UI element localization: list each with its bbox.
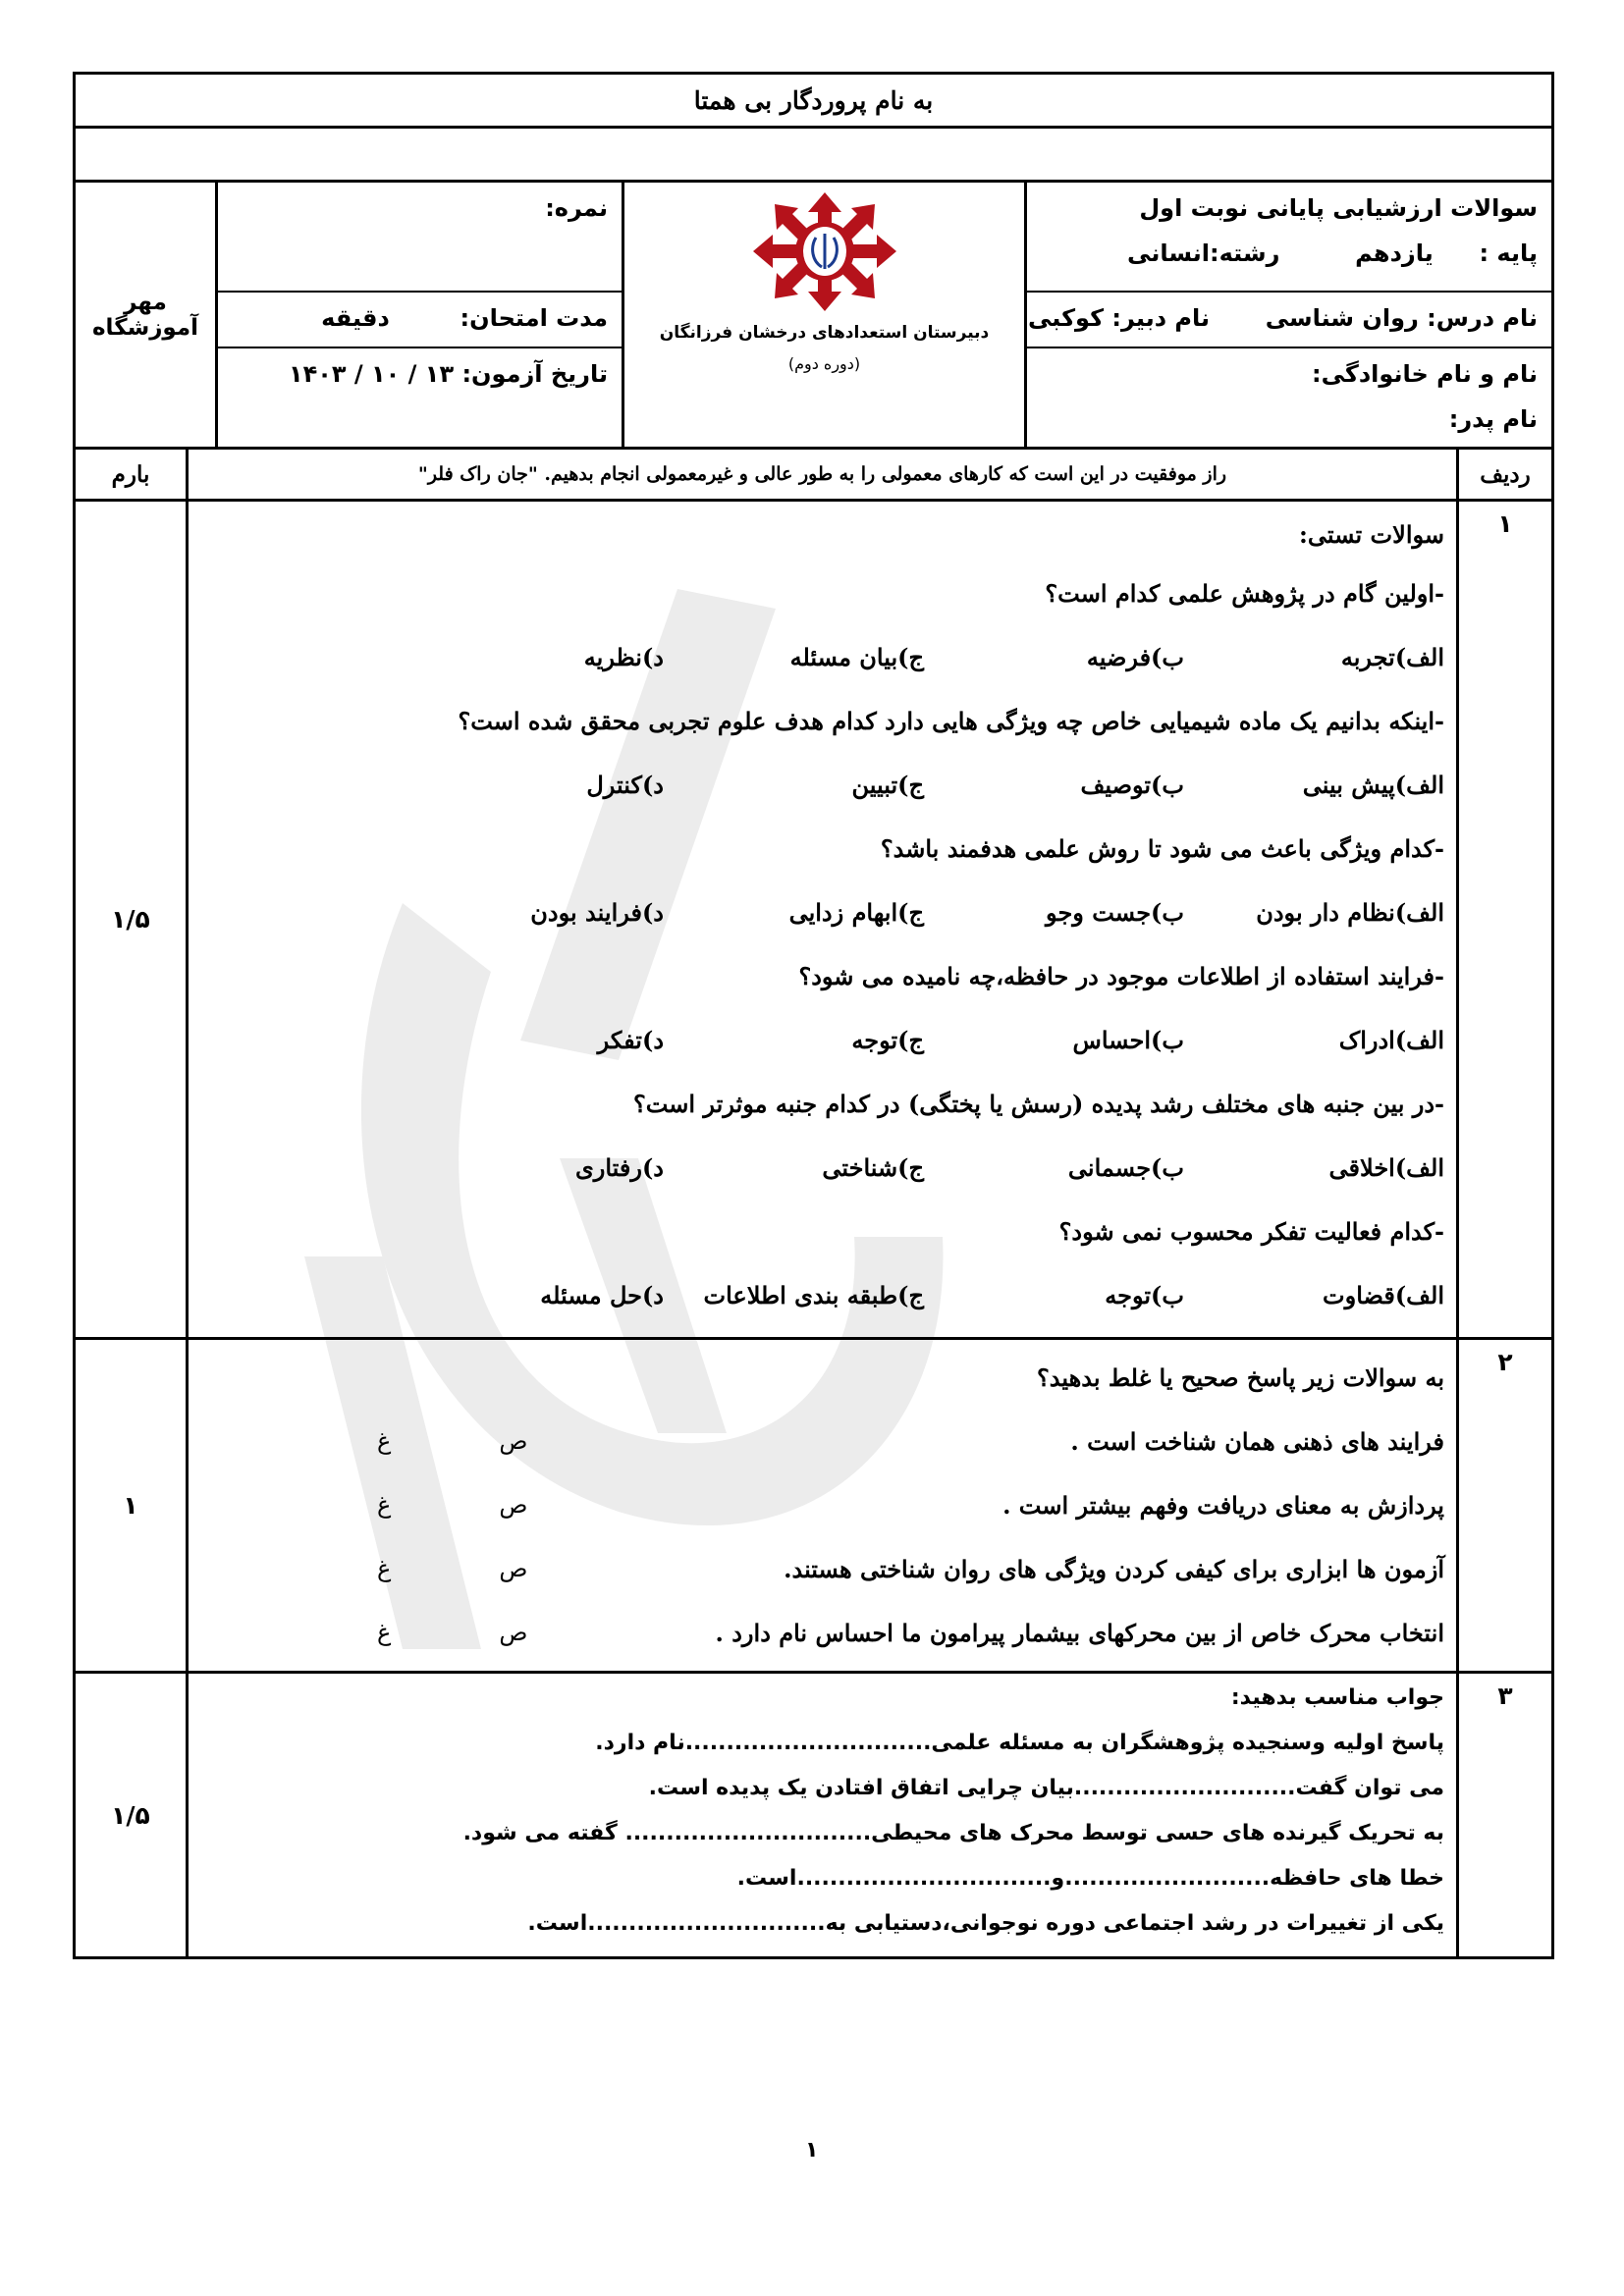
option-a[interactable]: الف)اخلاقی [1328, 1153, 1444, 1182]
question-heading: جواب مناسب بدهید: [1230, 1685, 1444, 1710]
option-c[interactable]: ج)تبیین [851, 771, 924, 799]
date-label: تاریخ آزمون: [461, 360, 608, 388]
question-content [188, 501, 1458, 1339]
row-column-header: ردیف [1458, 449, 1553, 501]
grade-value: یازدهم [1355, 240, 1434, 267]
field-value: رشته:انسانی [1127, 240, 1280, 267]
true-mark[interactable]: ص [499, 1619, 528, 1646]
question-heading: به سوالات زیر پاسخ صحیح یا غلط بدهید؟ [1037, 1363, 1444, 1392]
fill-blank-item[interactable]: پاسخ اولیه وسنجیده پژوهشگران به مسئله علمی..............................نام دارد. [595, 1731, 1444, 1755]
option-b[interactable]: ب)فرضیه [1086, 643, 1184, 671]
option-d[interactable]: د)نظریه [583, 643, 664, 671]
true-false-item [200, 1473, 1444, 1537]
option-d[interactable]: د)رفتاری [574, 1153, 664, 1182]
exam-info-cell [217, 182, 623, 449]
mcq-options [200, 753, 1444, 817]
statement: فرایند های ذهنی همان شناخت است . [1070, 1427, 1444, 1456]
statement: انتخاب محرک خاص از بین محرکهای بیشمار پیرامون ما احساس نام دارد . [715, 1619, 1444, 1647]
mcq-options [200, 625, 1444, 689]
option-d[interactable]: د)حل مسئله [540, 1281, 664, 1309]
option-a[interactable]: الف)قضاوت [1323, 1281, 1444, 1309]
teacher-name: نام دبیر: کوکبی [1028, 304, 1211, 332]
option-c[interactable]: ج)شناختی [822, 1153, 924, 1182]
score-column-header: بارم [75, 449, 188, 501]
mcq-options [200, 1263, 1444, 1327]
statement: آزمون ها ابزاری برای کیفی کردن ویژگی های روان شناختی هستند. [784, 1555, 1444, 1583]
statement: پردازش به معنای دریافت وفهم بیشتر است . [1002, 1491, 1444, 1520]
page-number: ۱ [805, 2138, 819, 2163]
mcq-question: -در بین جنبه های مختلف رشد پدیده (رسش یا پختگی) در کدام جنبه موثرتر است؟ [632, 1090, 1444, 1118]
false-mark[interactable]: غ [377, 1619, 392, 1646]
score-label: نمره: [545, 194, 608, 222]
date-value: ۱۳ / ۱۰ / ۱۴۰۳ [288, 360, 455, 388]
option-b[interactable]: ب)توصیف [1080, 771, 1184, 799]
option-b[interactable]: ب)احساس [1072, 1026, 1184, 1054]
blank-row [74, 128, 1552, 182]
option-d[interactable]: د)فرایند بودن [530, 898, 664, 927]
mcq-options [200, 1008, 1444, 1072]
school-name: دبیرستان استعدادهای درخشان فرزانگان [659, 323, 990, 343]
question-row-1 [75, 501, 1553, 1339]
course-teacher-line [1027, 293, 1551, 338]
question-content [188, 1339, 1458, 1673]
true-mark[interactable]: ص [499, 1555, 528, 1582]
true-mark[interactable]: ص [499, 1427, 528, 1455]
fill-blank-item[interactable]: می توان گفت...........................بیان چرایی اتفاق افتادن یک پدیده است. [648, 1776, 1444, 1800]
duration-unit: دقیقه [321, 304, 390, 332]
false-mark[interactable]: غ [377, 1491, 392, 1519]
course-name: نام درس: روان شناسی [1265, 304, 1538, 332]
mcq-question: -اولین گام در پژوهش علمی کدام است؟ [1045, 579, 1444, 608]
school-logo-icon [751, 190, 898, 313]
false-mark[interactable]: غ [377, 1427, 392, 1455]
option-d[interactable]: د)تفکر [597, 1026, 664, 1054]
option-b[interactable]: ب)جسمانی [1067, 1153, 1184, 1182]
option-a[interactable]: الف)پیش بینی [1302, 771, 1444, 799]
school-logo-cell [623, 182, 1026, 449]
date-line [218, 348, 622, 394]
option-a[interactable]: الف)تجربه [1340, 643, 1444, 671]
option-c[interactable]: ج)بیان مسئله [789, 643, 924, 671]
fill-blank-item[interactable]: یکی از تغییرات در رشد اجتماعی دوره نوجوانی،دستیابی به.............................است. [527, 1911, 1444, 1936]
mcq-question: -کدام ویژگی باعث می شود تا روش علمی هدفمند باشد؟ [880, 834, 1444, 863]
exam-title: سوالات ارزشیابی پایانی نوبت اول [1139, 194, 1538, 222]
mcq-options [200, 1136, 1444, 1200]
option-c[interactable]: ج)توجه [851, 1026, 924, 1054]
question-number: ۲ [1458, 1339, 1553, 1673]
question-number: ۱ [1458, 501, 1553, 1339]
option-b[interactable]: ب)توجه [1105, 1281, 1184, 1309]
school-stamp-cell: مهر آموزشگاه [74, 182, 216, 449]
header-table [73, 72, 1554, 450]
motivational-quote: راز موفقیت در این است که کارهای معمولی را به طور عالی و غیرمعمولی انجام بدهیم. "جان راک فلر" [188, 449, 1458, 501]
fill-blank-item[interactable]: خطا های حافظه.........................و...............................است. [736, 1866, 1444, 1891]
page-title: به نام پروردگار بی همتا [74, 74, 1552, 128]
true-false-item [200, 1410, 1444, 1473]
mcq-question: -کدام فعالیت تفکر محسوب نمی شود؟ [1058, 1217, 1444, 1246]
mcq-question: -فرایند استفاده از اطلاعات موجود در حافظه،چه نامیده می شود؟ [798, 962, 1444, 990]
true-false-item [200, 1537, 1444, 1601]
question-row-2 [75, 1339, 1553, 1673]
option-b[interactable]: ب)جست وجو [1046, 898, 1184, 927]
student-name-label: نام و نام خانوادگی: [1312, 360, 1538, 388]
false-mark[interactable]: غ [377, 1555, 392, 1582]
true-mark[interactable]: ص [499, 1491, 528, 1519]
question-score: ۱ [75, 1339, 188, 1673]
grade-field-line [1027, 228, 1551, 273]
option-c[interactable]: ج)طبقه بندی اطلاعات [703, 1281, 924, 1309]
option-a[interactable]: الف)نظام دار بودن [1256, 898, 1444, 927]
question-score: ۱/۵ [75, 501, 188, 1339]
question-content [188, 1673, 1458, 1958]
mcq-options [200, 881, 1444, 944]
father-name-label: نام پدر: [1448, 405, 1538, 433]
questions-table [73, 447, 1554, 1959]
school-period: (دوره دوم) [787, 354, 861, 373]
mcq-question: -اینکه بدانیم یک ماده شیمیایی خاص چه ویژگی هایی دارد کدام هدف علوم تجربی محقق شده است؟ [458, 707, 1444, 735]
true-false-item [200, 1601, 1444, 1665]
question-number: ۳ [1458, 1673, 1553, 1958]
question-row-3 [75, 1673, 1553, 1958]
duration-line [218, 293, 622, 338]
grade-label: پایه : [1479, 240, 1538, 267]
duration-label: مدت امتحان: [460, 304, 608, 332]
option-c[interactable]: ج)ابهام زدایی [788, 898, 924, 927]
student-info-cell [1026, 182, 1553, 449]
question-heading: سوالات تستی: [1298, 520, 1444, 549]
question-score: ۱/۵ [75, 1673, 188, 1958]
fill-blank-item[interactable]: به تحریک گیرنده های حسی توسط محرک های محیطی.............................. گفته می شود. [462, 1821, 1444, 1845]
exam-sheet [76, 72, 1554, 1959]
option-a[interactable]: الف)ادراک [1338, 1026, 1444, 1054]
option-d[interactable]: د)کنترل [586, 771, 664, 799]
